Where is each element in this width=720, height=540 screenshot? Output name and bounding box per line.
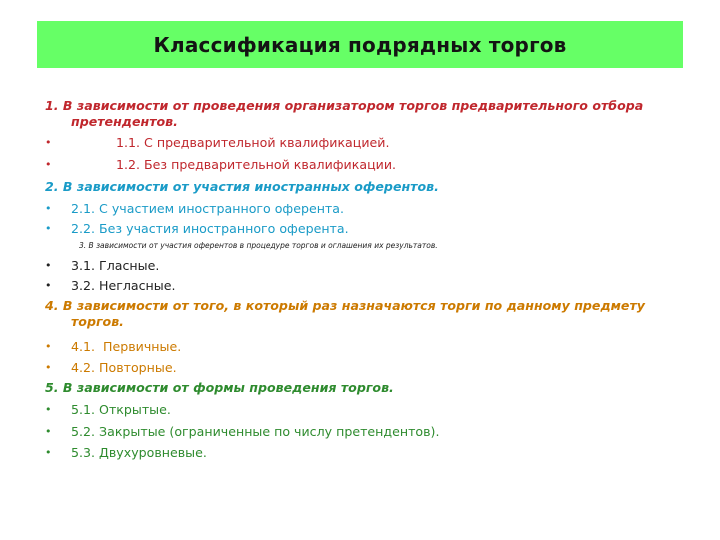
list-item-text: 5.2. Закрытые (ограниченные по числу претендентов). [71,424,440,439]
section-5-heading: 5. В зависимости от формы проведения торгов. [45,380,394,395]
section-2-heading: 2. В зависимости от участия иностранных оферентов. [45,179,439,194]
title-banner [37,21,683,68]
section-1-heading: 1. В зависимости от проведения организатором торгов предварительного отбора претендентов. [45,98,644,129]
list-item-text: 4.1. Первичные. [71,339,182,354]
bullet-icon: • [45,279,52,292]
bullet-icon: • [45,446,52,459]
list-item-text: 1.2. Без предварительной квалификации. [116,157,397,172]
list-item-text: 5.1. Открытые. [71,402,171,417]
bullet-icon: • [45,259,52,272]
bullet-icon: • [45,340,52,353]
page-title: Классификация подрядных торгов [153,32,567,57]
list-item-text: 4.2. Повторные. [71,360,177,375]
bullet-icon: • [45,403,52,416]
bullet-icon: • [45,361,52,374]
list-item-text: 2.1. С участием иностранного оферента. [71,201,344,216]
list-item-text: 3.1. Гласные. [71,258,160,273]
bullet-icon: • [45,136,52,149]
bullet-icon: • [45,425,52,438]
bullet-icon: • [45,222,52,235]
bullet-icon: • [45,158,52,171]
list-item-text: 3.2. Негласные. [71,278,176,293]
section-4-heading: 4. В зависимости от того, в который раз назначаются торги по данному предмету торгов. [45,298,645,329]
list-item-text: 1.1. С предварительной квалификацией. [116,135,390,150]
list-item-text: 2.2. Без участия иностранного оферента. [71,221,349,236]
list-item-text: 5.3. Двухуровневые. [71,445,207,460]
bullet-icon: • [45,202,52,215]
section-3-heading: 3. В зависимости от участия оферентов в процедуре торгов и оглашения их результатов. [79,241,438,250]
